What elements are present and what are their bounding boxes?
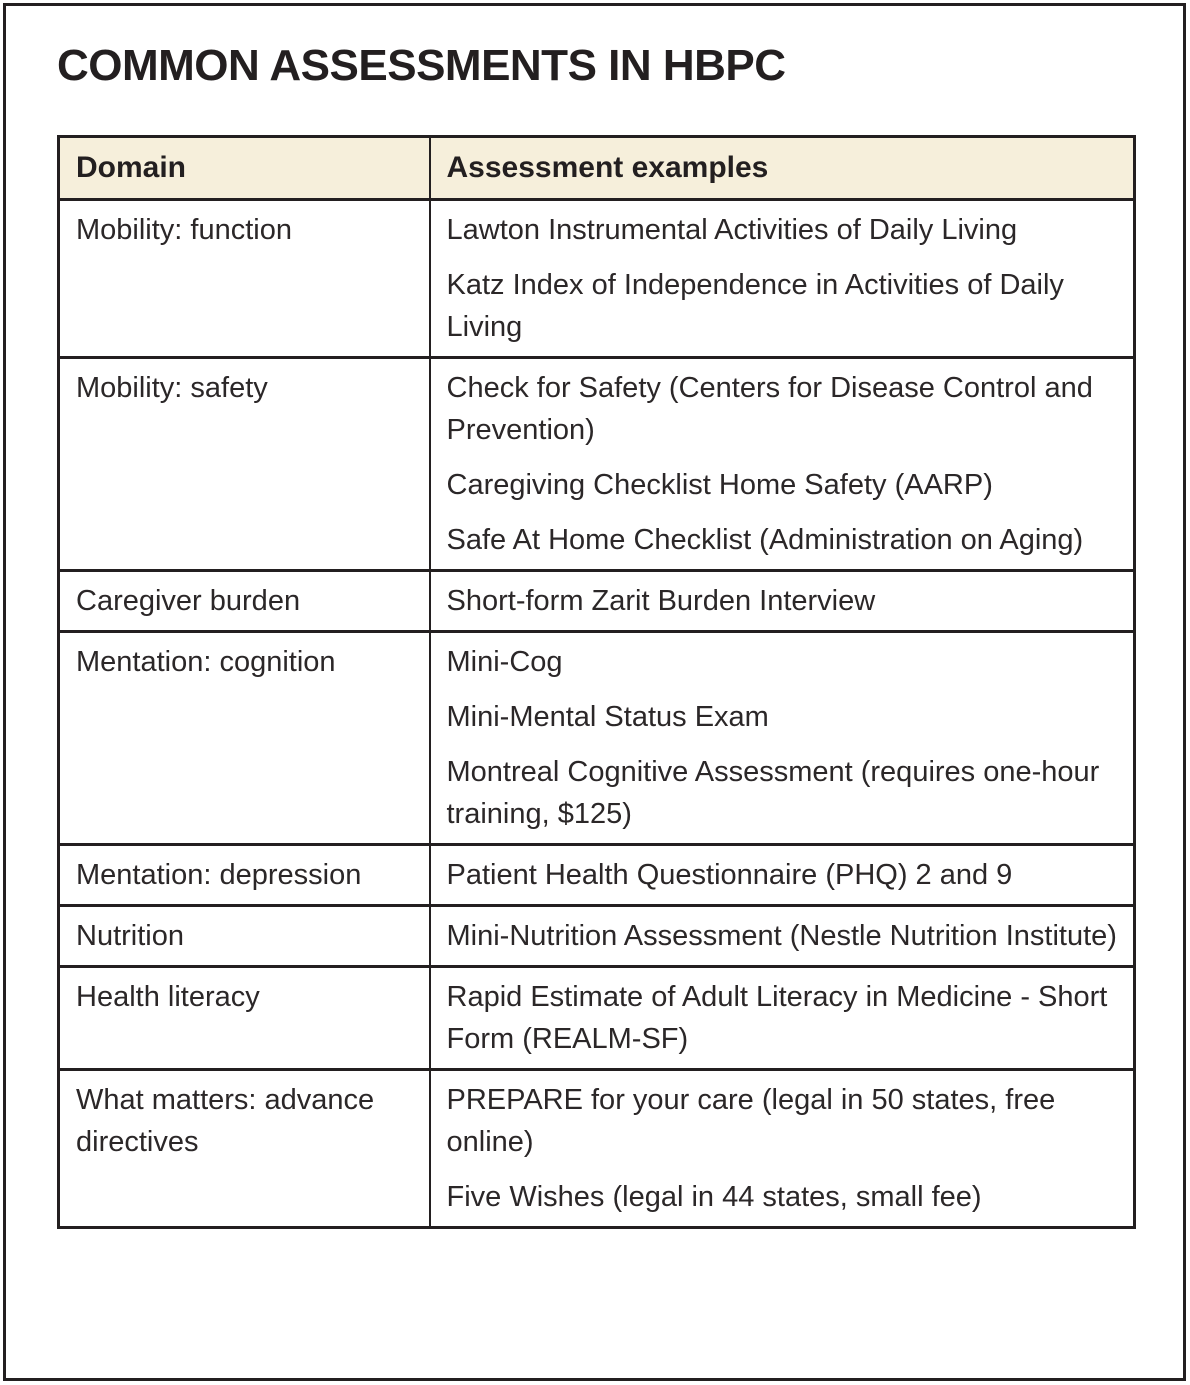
domain-cell: Nutrition xyxy=(59,906,430,967)
assessment-item: Rapid Estimate of Adult Literacy in Medicine - Short Form (REALM-SF) xyxy=(446,981,1108,1055)
table-row xyxy=(59,200,1135,358)
assessments-cell xyxy=(430,1070,1135,1228)
assessment-item: Lawton Instrumental Activities of Daily Living xyxy=(446,214,1018,246)
column-header-domain: Domain xyxy=(59,137,430,200)
domain-cell: What matters: advance directives xyxy=(59,1070,430,1228)
table-row xyxy=(59,1070,1135,1228)
domain-cell: Mentation: depression xyxy=(59,845,430,906)
assessment-item: Check for Safety (Centers for Disease Control and Prevention) xyxy=(446,372,1093,446)
page-content xyxy=(57,0,1136,1229)
assessments-cell xyxy=(430,967,1135,1070)
table-row xyxy=(59,845,1135,906)
table-row xyxy=(59,967,1135,1070)
table-row xyxy=(59,358,1135,571)
assessment-item: Mini-Cog xyxy=(446,646,563,678)
assessment-item: PREPARE for your care (legal in 50 states, free online) xyxy=(446,1084,1056,1158)
table-header-row xyxy=(59,137,1135,200)
assessment-item: Caregiving Checklist Home Safety (AARP) xyxy=(446,469,993,501)
table-row xyxy=(59,906,1135,967)
page-title: COMMON ASSESSMENTS IN HBPC xyxy=(57,41,786,90)
table-body xyxy=(59,200,1135,1228)
assessments-table xyxy=(57,135,1136,1229)
domain-cell: Mobility: safety xyxy=(59,358,430,571)
domain-cell: Caregiver burden xyxy=(59,571,430,632)
domain-cell: Mobility: function xyxy=(59,200,430,358)
assessments-cell xyxy=(430,571,1135,632)
assessment-item: Five Wishes (legal in 44 states, small fee) xyxy=(446,1181,982,1213)
assessment-item: Short-form Zarit Burden Interview xyxy=(446,585,876,617)
assessment-item: Patient Health Questionnaire (PHQ) 2 and 9 xyxy=(446,859,1013,891)
assessments-cell xyxy=(430,358,1135,571)
assessment-item: Safe At Home Checklist (Administration on Aging) xyxy=(446,524,1084,556)
domain-cell: Health literacy xyxy=(59,967,430,1070)
assessment-item: Mini-Nutrition Assessment (Nestle Nutrition Institute) xyxy=(446,920,1117,952)
assessments-cell xyxy=(430,632,1135,845)
table-row xyxy=(59,571,1135,632)
assessment-item: Montreal Cognitive Assessment (requires one-hour training, $125) xyxy=(446,756,1100,830)
assessment-item: Mini-Mental Status Exam xyxy=(446,701,769,733)
column-header-assessment-examples: Assessment examples xyxy=(430,137,1135,200)
assessments-cell xyxy=(430,200,1135,358)
domain-cell: Mentation: cognition xyxy=(59,632,430,845)
assessment-item: Katz Index of Independence in Activities of Daily Living xyxy=(446,269,1064,343)
assessments-cell xyxy=(430,906,1135,967)
table-row xyxy=(59,632,1135,845)
assessments-cell xyxy=(430,845,1135,906)
